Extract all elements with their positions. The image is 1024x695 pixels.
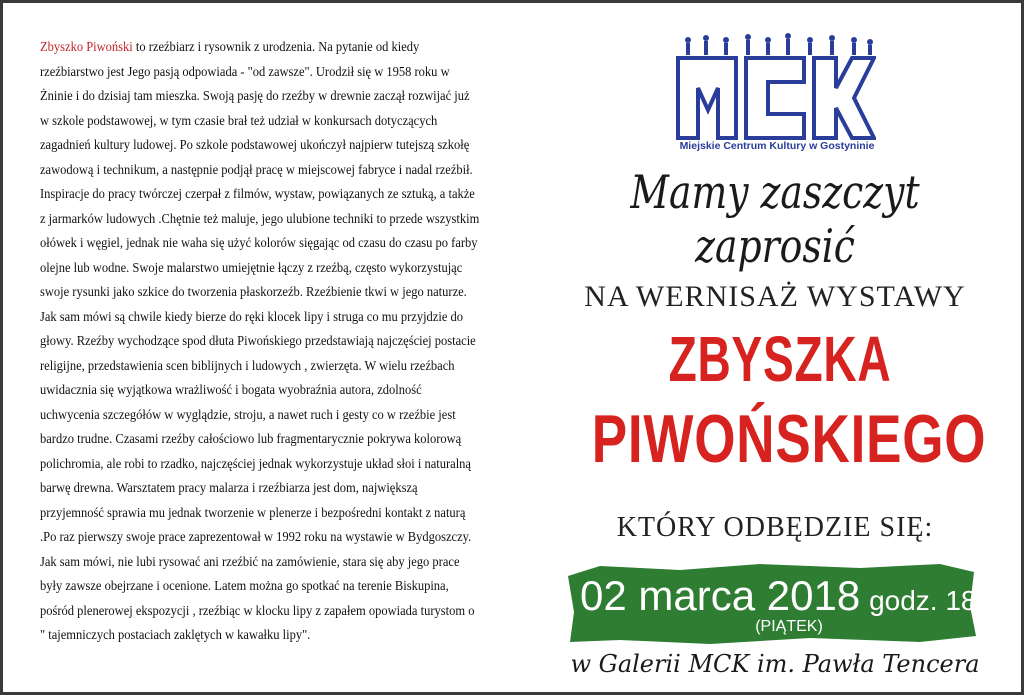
event-when-label: KTÓRY ODBĘDZIE SIĘ: [616,512,934,543]
event-date-line [580,572,994,620]
logo-k-shape [814,58,874,138]
logo-subtitle: Miejskie Centrum Kultury w Gostyninie [679,140,875,152]
artist-last-name: PIWOŃSKIEGO [591,401,987,477]
artist-first-name: ZBYSZKA [668,323,892,395]
event-day: (PIĄTEK) [755,618,823,635]
logo-m-shape [678,58,736,138]
artist-biography [40,35,480,648]
invitation-headline: Mamy zaszczyt zaprosić [630,165,920,273]
bio-text: to rzeźbiarz i rysownik z urodzenia. Na pytanie od kiedy rzeźbiarstwo jest Jego pasją odpowiada - "od zawsze". Urodził się w 1958 roku w Żninie i do dzisiaj tam mieszka. Swoją pasję do rzeźby w drewnie zaczął rozwijać już w szkole podstawowej, w tym czasie brał też udział w konkursach dotyczących zagadnień kultury ludowej. Po szkole podstawowej ukończył najpierw tutejszą szkołę zawodową i technikum, a następnie podjął pracę w miejscowej fabryce i nadal rzeźbił. Inspiracje do pracy twórczej czerpał z filmów, wystaw, powiązanych ze sztuką, a także z jarmarków ludowych .Chętnie też maluje, jego ulubione techniki to przede wszystkim ołówek i węgiel, jednak nie waha się użyć kolorów sięgając od czasu do czasu po farby olejne lub wodne. Swoje malarstwo umiejętnie łączy z rzeźbą, często wykorzystując swoje rysunki jako szkice do tworzenia płaskorzeźb. Rzeźbienie tkwi w jego naturze. Jak sam mówi są chwile kiedy bierze do ręki klocek lipy i struga co mu przyjdzie do głowy. Rzeźby wychodzące spod dłuta Piwońskiego przedstawiają najczęściej postacie religijne, przedstawienia scen biblijnych i ludowych , zwierzęta. W wielu rzeźbach uwidacznia się wyjątkowa wrażliwość i bogata wyobraźnia autora, zdolność uchwycenia szczegółów w wyglądzie, stroju, a nawet ruch i gesty co w rzeźbie jest bardzo trudne. Czasami rzeźby całościowo lub fragmentarycznie pokrywa kolorową polichromia, ale robi to rzadko, najczęściej jednak wykorzystuje układ słoi i naturalną barwę drewna. Warsztatem pracy malarza i rzeźbiarza jest dom, największą przyjemność sprawia mu jednak tworzenie w plenerze i bezpośredni kontakt z naturą .Po raz pierwszy swoje prace zaprezentował w 1992 roku na wystawie w Bydgoszczy. Jak sam mówi, nie lubi rysować ani rzeźbić na zamówienie, stara się aby jego prace były zawsze obejrzane i ocenione. Latem można go spotkać na terenie Biskupina, pośród plenerowej ekspozycji , rzeźbiąc w klocku lipy z zapałem opowiada turystom o " tajemniczych postaciach zaklętych w kawałku lipy". [40,39,480,642]
logo-figures-icon [685,33,873,55]
event-time-minutes: 00 [976,574,994,591]
bio-artist-name: Zbyszko Piwoński [40,39,133,54]
logo-c-shape [746,58,804,138]
event-time: godz. 18 [869,585,977,616]
vernissage-subhead: NA WERNISAŻ WYSTAWY [584,280,966,313]
event-venue: w Galerii MCK im. Pawła Tencera [570,650,980,678]
event-date: 02 marca 2018 [580,572,861,619]
